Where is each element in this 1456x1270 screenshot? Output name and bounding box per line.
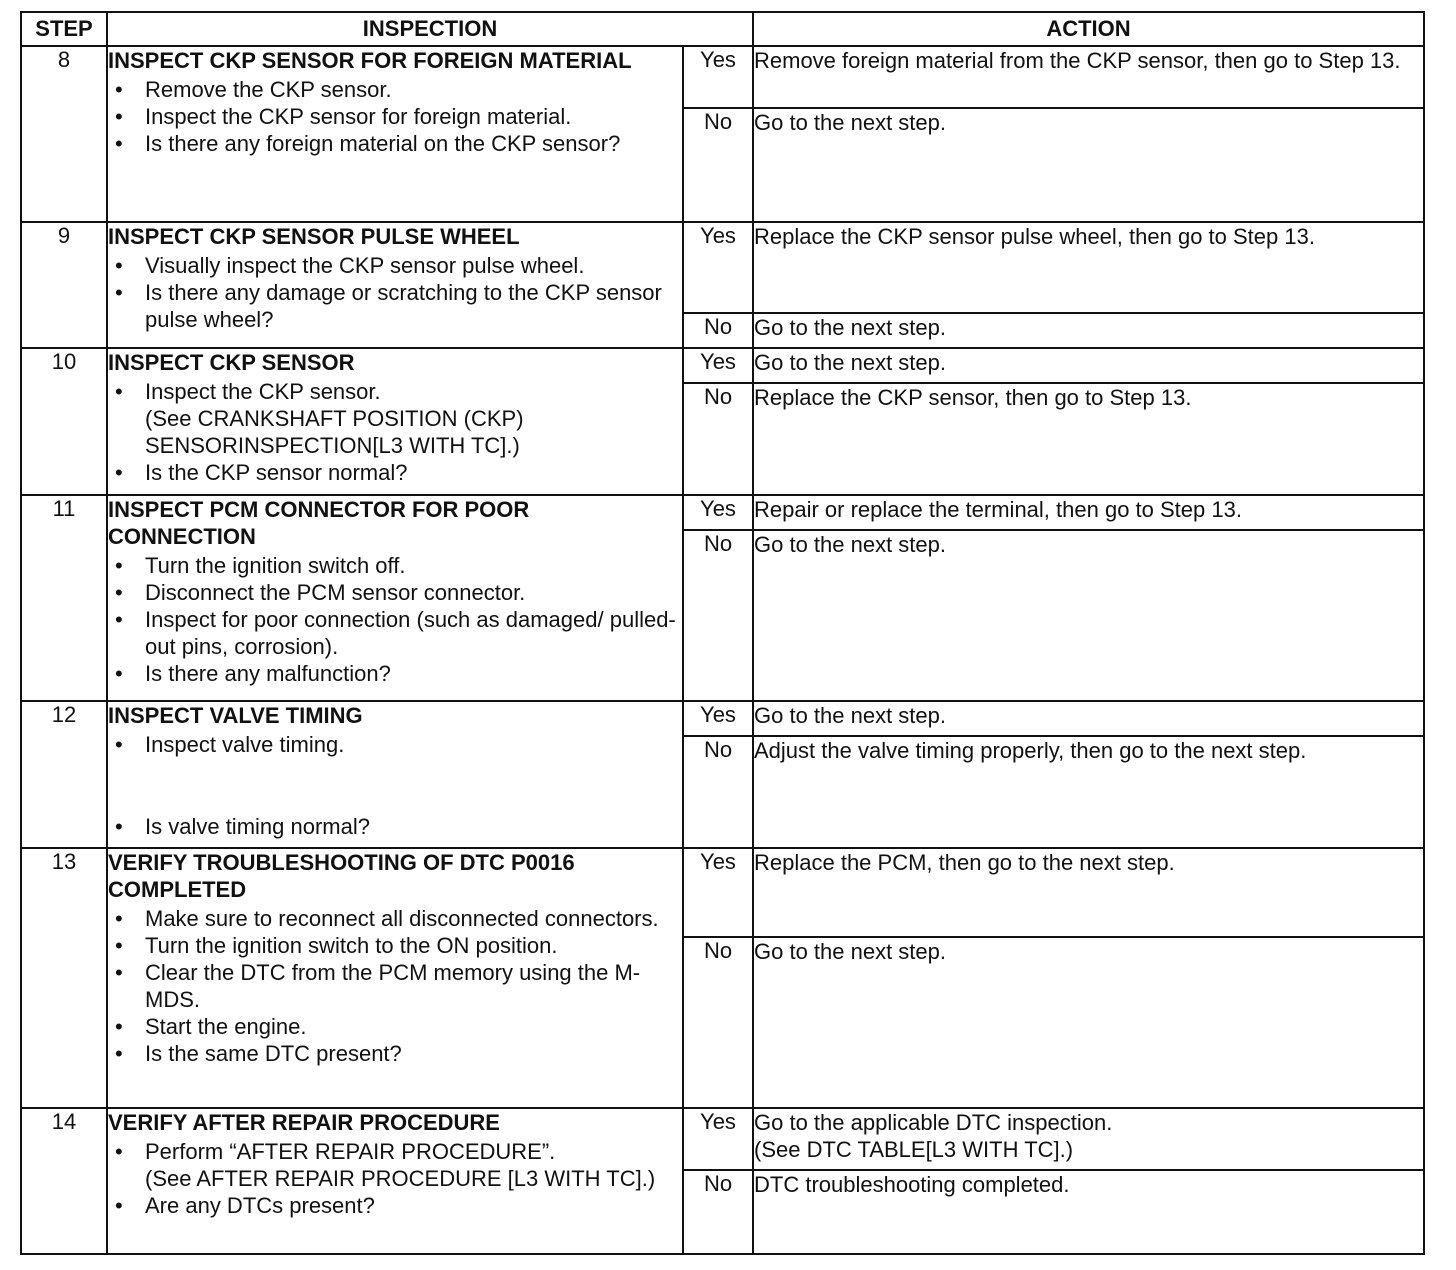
list-item: • Make sure to reconnect all disconnected connectors. (145, 905, 682, 932)
step-title: INSPECT CKP SENSOR (108, 349, 355, 375)
step-11-yes-row (21, 495, 1424, 530)
yes-label: Yes (683, 1108, 753, 1170)
list-item: • Turn the ignition switch off. (145, 552, 682, 579)
list-item: • Inspect the CKP sensor for foreign material. (145, 103, 682, 130)
step-number: 11 (21, 495, 107, 700)
step-8-inspection (107, 46, 683, 222)
reference-link[interactable]: (See AFTER REPAIR PROCEDURE [L3 WITH TC].) (145, 1165, 656, 1191)
list-item: • Is there any malfunction? (145, 660, 682, 687)
yes-label: Yes (683, 222, 753, 312)
header-row (21, 12, 1424, 46)
list-item-text: Perform “AFTER REPAIR PROCEDURE”. (145, 1138, 556, 1164)
step-13-inspection (107, 848, 683, 1108)
no-action: Replace the CKP sensor, then go to Step 13. (753, 383, 1424, 495)
yes-label: Yes (683, 495, 753, 530)
step-12-inspection (107, 701, 683, 848)
no-action: Go to the next step. (753, 530, 1424, 700)
header-step: STEP (21, 12, 107, 46)
no-label: No (683, 108, 753, 222)
no-label: No (683, 1170, 753, 1254)
step-12-yes-row (21, 701, 1424, 736)
yes-action: Remove foreign material from the CKP sensor, then go to Step 13. (753, 46, 1424, 108)
step-title: INSPECT CKP SENSOR PULSE WHEEL (108, 224, 520, 250)
list-item: • Start the engine. (145, 1013, 682, 1040)
step-14-inspection (107, 1108, 683, 1254)
yes-label: Yes (683, 46, 753, 108)
list-item: • Is the CKP sensor normal? (145, 459, 682, 486)
list-item: • Are any DTCs present? (145, 1192, 682, 1219)
list-item (145, 378, 682, 459)
step-number: 12 (21, 701, 107, 848)
yes-label: Yes (683, 848, 753, 937)
no-action: Go to the next step. (753, 313, 1424, 348)
step-10-inspection (107, 348, 683, 495)
list-item: • Is the same DTC present? (145, 1040, 682, 1067)
yes-action: Replace the PCM, then go to the next step. (753, 848, 1424, 937)
step-number: 13 (21, 848, 107, 1108)
list-item: • Disconnect the PCM sensor connector. (145, 579, 682, 606)
step-title: INSPECT PCM CONNECTOR FOR POOR CONNECTION (108, 497, 530, 550)
no-label: No (683, 383, 753, 495)
step-9-inspection (107, 222, 683, 347)
step-8-yes-row (21, 46, 1424, 108)
yes-action (753, 1108, 1424, 1170)
no-label: No (683, 313, 753, 348)
step-title: VERIFY AFTER REPAIR PROCEDURE (108, 1109, 500, 1135)
reference-link[interactable]: (See DTC TABLE[L3 WITH TC].) (754, 1136, 1074, 1162)
yes-action: Go to the next step. (753, 701, 1424, 736)
header-action: ACTION (753, 12, 1424, 46)
step-13-yes-row (21, 848, 1424, 937)
list-item: • Inspect valve timing. (145, 731, 682, 758)
list-item-text: Inspect the CKP sensor. (145, 378, 381, 404)
list-item: • Is there any damage or scratching to the CKP sensor pulse wheel? (145, 279, 682, 333)
step-number: 8 (21, 46, 107, 222)
step-11-inspection (107, 495, 683, 700)
step-title: INSPECT CKP SENSOR FOR FOREIGN MATERIAL (108, 48, 632, 74)
list-item: • Clear the DTC from the PCM memory using the M-MDS. (145, 959, 682, 1013)
step-10-yes-row (21, 348, 1424, 383)
list-item: • Is there any foreign material on the CKP sensor? (145, 130, 682, 157)
no-label: No (683, 736, 753, 848)
no-action: Go to the next step. (753, 937, 1424, 1107)
step-number: 10 (21, 348, 107, 495)
list-item: • Visually inspect the CKP sensor pulse wheel. (145, 252, 682, 279)
reference-link[interactable]: (See CRANKSHAFT POSITION (CKP) SENSORINSPECTION[L3 WITH TC].) (145, 405, 524, 458)
list-item: • Is valve timing normal? (145, 813, 682, 840)
step-title: VERIFY TROUBLESHOOTING OF DTC P0016 COMPLETED (108, 849, 575, 902)
troubleshooting-table (20, 11, 1425, 1255)
no-action: Adjust the valve timing properly, then go to the next step. (753, 736, 1424, 848)
step-number: 14 (21, 1108, 107, 1254)
step-number: 9 (21, 222, 107, 347)
header-inspection: INSPECTION (107, 12, 753, 46)
no-action: DTC troubleshooting completed. (753, 1170, 1424, 1254)
yes-action: Repair or replace the terminal, then go to Step 13. (753, 495, 1424, 530)
yes-label: Yes (683, 348, 753, 383)
yes-action: Replace the CKP sensor pulse wheel, then go to Step 13. (753, 222, 1424, 312)
no-label: No (683, 937, 753, 1107)
yes-action-text: Go to the applicable DTC inspection. (754, 1109, 1113, 1135)
no-action: Go to the next step. (753, 108, 1424, 222)
list-item: • Inspect for poor connection (such as damaged/ pulled-out pins, corrosion). (145, 606, 682, 660)
list-item (145, 1138, 682, 1192)
list-item: • Turn the ignition switch to the ON position. (145, 932, 682, 959)
step-title: INSPECT VALVE TIMING (108, 702, 363, 728)
no-label: No (683, 530, 753, 700)
step-14-yes-row (21, 1108, 1424, 1170)
list-item: • Remove the CKP sensor. (145, 76, 682, 103)
yes-label: Yes (683, 701, 753, 736)
yes-action: Go to the next step. (753, 348, 1424, 383)
step-9-yes-row (21, 222, 1424, 312)
